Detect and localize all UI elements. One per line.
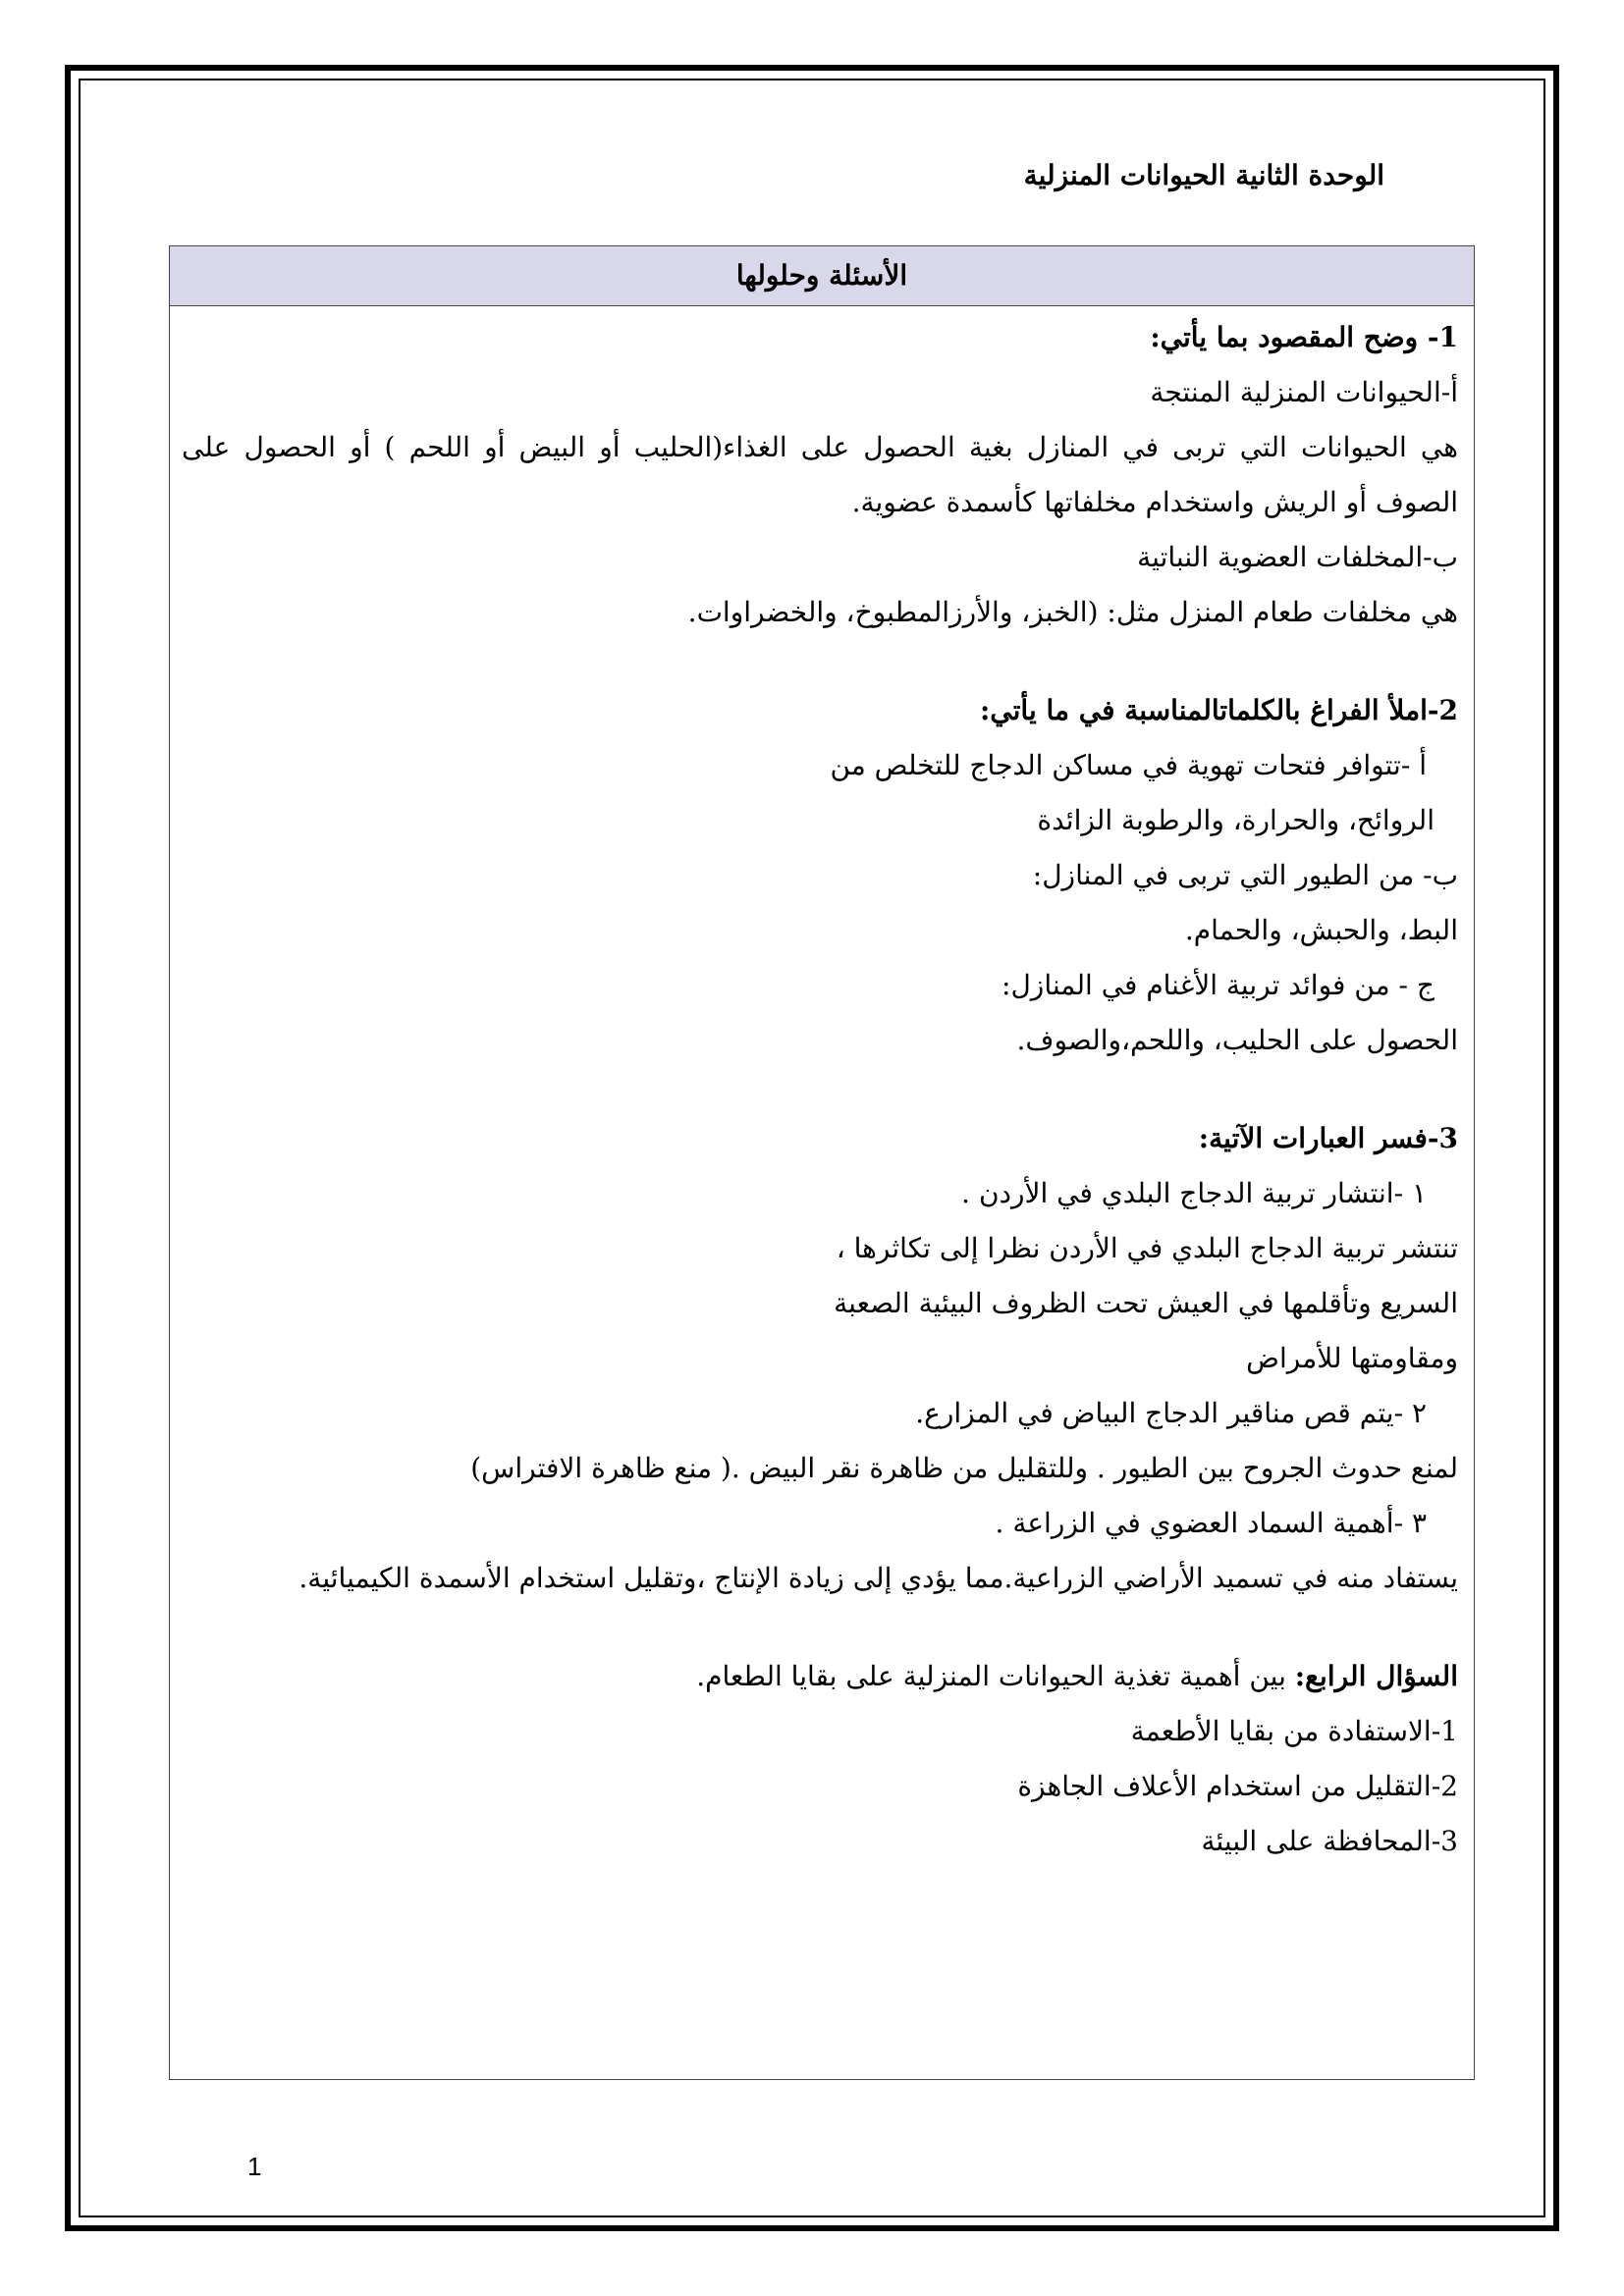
q3-answer-3: يستفاد منه في تسميد الأراضي الزراعية.مما يؤدي إلى زيادة الإنتاج ،وتقليل استخدام الأسمدة الكيميائية. xyxy=(298,1562,1458,1594)
q2-a-answer: الروائح، والحرارة، والرطوبة الزائدة xyxy=(1037,804,1435,836)
q2-b-statement: ب- من الطيور التي تربى في المنازل: xyxy=(1032,859,1458,891)
q4-answer-1: 1-الاستفادة من بقايا الأطعمة xyxy=(1130,1715,1458,1747)
questions-box-header: الأسئلة وحلولها xyxy=(170,246,1474,306)
q2-b-answer: البط، والحبش، والحمام. xyxy=(1184,914,1458,946)
q3-answer-2: لمنع حدوث الجروح بين الطيور . وللتقليل من ظاهرة نقر البيض .( منع ظاهرة الافتراس) xyxy=(470,1452,1458,1484)
q2-a-statement: أ -تتوافر فتحات تهوية في مساكن الدجاج للتخلص من xyxy=(830,749,1427,781)
q3-answer-1-line3: ومقاومتها للأمراض xyxy=(1246,1342,1458,1374)
q1-heading: 1- وضح المقصود بما يأتي: xyxy=(1150,321,1458,353)
q4-label: السؤال الرابع: xyxy=(1294,1660,1458,1692)
q2-heading: 2-املأ الفراغ بالكلماتالمناسبة في ما يأتي: xyxy=(979,694,1458,726)
page-number: 1 xyxy=(247,2152,262,2181)
questions-box-body xyxy=(170,310,1474,1869)
q1-b-term: ب-المخلفات العضوية النباتية xyxy=(1137,541,1458,573)
q1-a-term: أ-الحيوانات المنزلية المنتجة xyxy=(1150,376,1458,408)
q4-answer-3: 3-المحافظة على البيئة xyxy=(1201,1825,1458,1857)
q4-answer-2: 2-التقليل من استخدام الأعلاف الجاهزة xyxy=(1017,1770,1458,1802)
q2-c-answer: الحصول على الحليب، واللحم،والصوف. xyxy=(1016,1024,1458,1056)
q3-answer-1-line1: تنتشر تربية الدجاج البلدي في الأردن نظرا إلى تكاثرها ، xyxy=(836,1232,1458,1264)
q3-statement-3: ٣ -أهمية السماد العضوي في الزراعة . xyxy=(995,1507,1427,1539)
questions-box xyxy=(169,245,1475,2080)
q3-answer-1-line2: السريع وتأقلمها في العيش تحت الظروف البيئية الصعبة xyxy=(834,1287,1458,1319)
q2-c-statement: ج - من فوائد تربية الأغنام في المنازل: xyxy=(1001,969,1435,1001)
q1-b-definition: هي مخلفات طعام المنزل مثل: (الخبز، والأرزالمطبوخ، والخضراوات. xyxy=(687,596,1458,628)
q1-a-definition-line1: هي الحيوانات التي تربى في المنازل بغية الحصول على الغذاء(الحليب أو البيض أو اللحم ) أو الحصول على xyxy=(182,431,1458,463)
q1-a-definition-line2: الصوف أو الريش واستخدام مخلفاتها كأسمدة عضوية. xyxy=(851,486,1458,518)
q4-question: بين أهمية تغذية الحيوانات المنزلية على بقايا الطعام. xyxy=(696,1660,1295,1692)
unit-title: الوحدة الثانية الحيوانات المنزلية xyxy=(1023,159,1384,191)
q3-heading: 3-فسر العبارات الآتية: xyxy=(1198,1122,1458,1154)
q3-statement-2: ٢ -يتم قص مناقير الدجاج البياض في المزارع. xyxy=(915,1397,1427,1429)
q4-question-line xyxy=(182,1649,1458,1704)
q3-statement-1: ١ -انتشار تربية الدجاج البلدي في الأردن . xyxy=(961,1177,1427,1209)
